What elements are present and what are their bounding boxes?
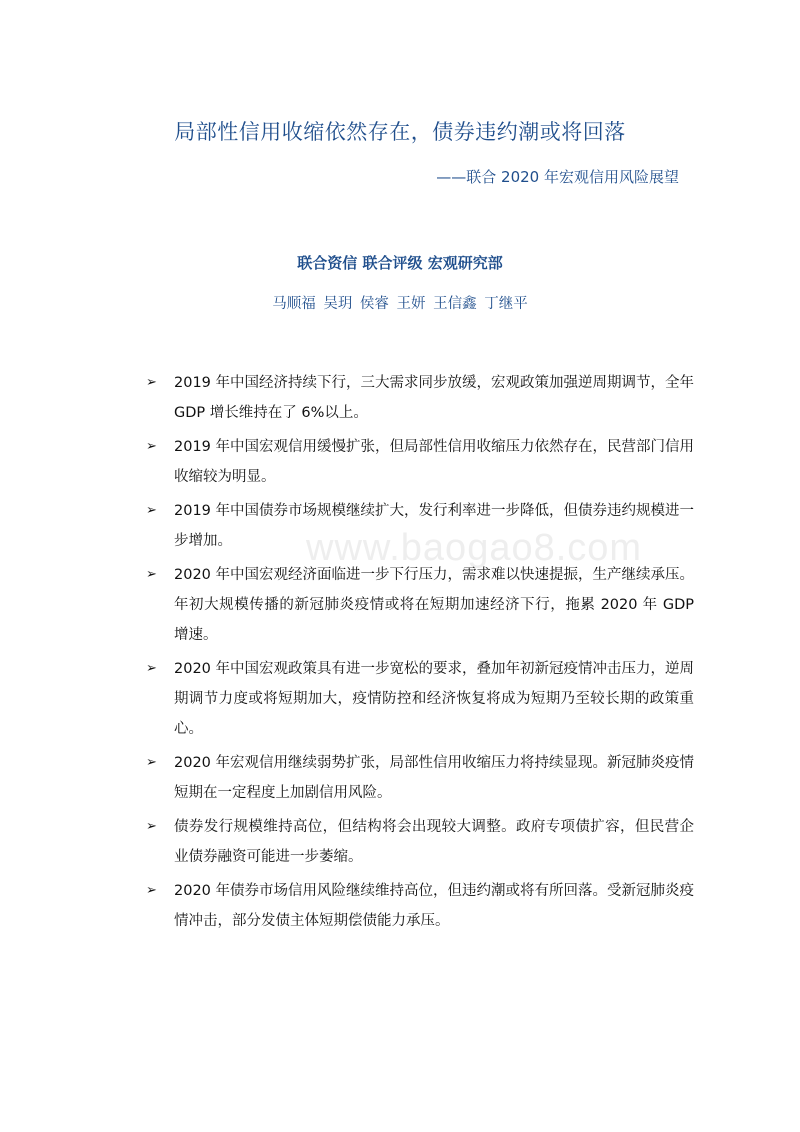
list-item-text: 2020 年宏观信用继续弱势扩张，局部性信用收缩压力将持续显现。新冠肺炎疫情短期在一定程度上加剧信用风险。	[174, 755, 695, 801]
list-item-text: 2020 年中国宏观政策具有进一步宽松的要求，叠加年初新冠疫情冲击压力，逆周期调节力度或将短期加大，疫情防控和经济恢复将成为短期乃至较长期的政策重心。	[174, 661, 695, 737]
list-item-text: 债券发行规模维持高位，但结构将会出现较大调整。政府专项债扩容，但民营企业债券融资可能进一步萎缩。	[174, 819, 694, 865]
list-item	[146, 496, 694, 556]
list-item	[146, 748, 694, 808]
report-title: 局部性信用收缩依然存在，债券违约潮或将回落	[174, 120, 626, 144]
arrow-bullet-icon: ➢	[146, 819, 157, 834]
arrow-bullet-icon: ➢	[146, 567, 157, 582]
list-item-text: 2019 年中国经济持续下行，三大需求同步放缓，宏观政策加强逆周期调节，全年 GDP 增长维持在了 6%以上。	[174, 375, 695, 421]
arrow-bullet-icon: ➢	[146, 755, 157, 770]
arrow-bullet-icon: ➢	[146, 375, 157, 390]
list-item	[146, 654, 694, 744]
list-item	[146, 560, 694, 650]
list-item-text: 2019 年中国宏观信用缓慢扩张，但局部性信用收缩压力依然存在，民营部门信用收缩较为明显。	[174, 439, 695, 485]
authors: 马顺福 吴玥 侯睿 王妍 王信鑫 丁继平	[272, 296, 528, 312]
arrow-bullet-icon: ➢	[146, 883, 157, 898]
arrow-bullet-icon: ➢	[146, 661, 157, 676]
list-item	[146, 368, 694, 428]
list-item-text: 2020 年债券市场信用风险继续维持高位，但违约潮或将有所回落。受新冠肺炎疫情冲击，部分发债主体短期偿债能力承压。	[174, 883, 695, 929]
key-points-list	[146, 368, 694, 940]
list-item-text: 2020 年中国宏观经济面临进一步下行压力，需求难以快速提振，生产继续承压。年初大规模传播的新冠肺炎疫情或将在短期加速经济下行，拖累 2020 年 GDP 增速。	[174, 567, 695, 643]
watermark: www.baogao8.com	[306, 527, 643, 569]
list-item-text: 2019 年中国债券市场规模继续扩大，发行利率进一步降低，但债券违约规模进一步增加。	[174, 503, 695, 549]
list-item	[146, 876, 694, 936]
list-item	[146, 432, 694, 492]
list-item	[146, 812, 694, 872]
arrow-bullet-icon: ➢	[146, 439, 157, 454]
report-subtitle: ——联合 2020 年宏观信用风险展望	[436, 168, 679, 186]
arrow-bullet-icon: ➢	[146, 503, 157, 518]
organization: 联合资信 联合评级 宏观研究部	[297, 254, 503, 272]
